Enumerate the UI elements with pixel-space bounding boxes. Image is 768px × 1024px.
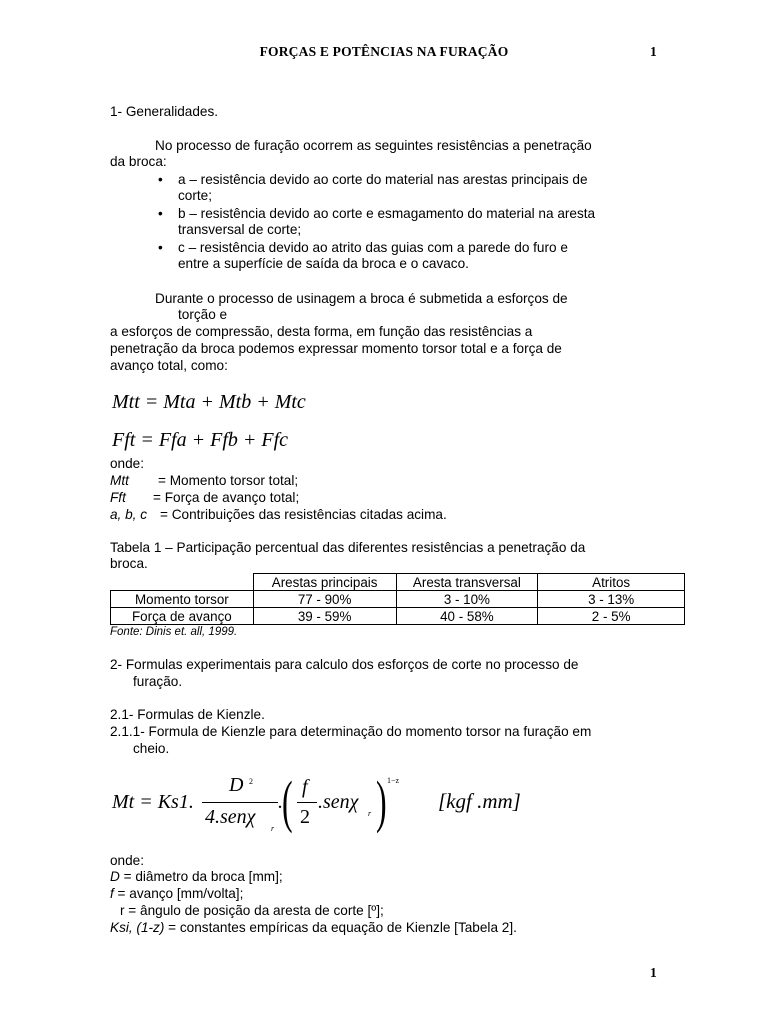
fraction-bar <box>297 802 317 803</box>
kienzle-exponent: 1−z <box>387 776 400 785</box>
para2-line4: penetração da broca podemos expressar momento torsor total e a força de <box>110 341 562 356</box>
def-symbol-abc: a, b, c <box>110 507 148 522</box>
table1-caption-line2: broca. <box>110 556 148 571</box>
section2-sub1: 2.1- Formulas de Kienzle. <box>110 707 265 722</box>
left-paren-icon: ( <box>282 769 293 834</box>
bullet-dot-icon: • <box>158 206 163 221</box>
bullet-c-line1: c – resistência devido ao atrito das guias com a parede do furo e <box>178 240 568 255</box>
para2-line5: avanço total, como: <box>110 358 228 373</box>
bullet-b-line1: b – resistência devido ao corte e esmagamento do material na aresta <box>178 206 596 221</box>
participation-table <box>110 573 685 625</box>
table-cell: 3 - 13% <box>538 591 685 608</box>
def2-symbol: D <box>110 869 120 884</box>
table1-caption-line1: Tabela 1 – Participação percentual das diferentes resistências a penetração da <box>110 540 586 555</box>
table-header-cell: Atritos <box>538 574 685 591</box>
kienzle-frac2-den: 2 <box>300 806 310 828</box>
table-header-row <box>111 574 685 591</box>
intro-line1: No processo de furação ocorrem as seguintes resistências a penetração <box>155 138 592 153</box>
def2-symbol: Ksi, (1-z) <box>110 920 165 935</box>
def-symbol-fft: Fft <box>110 490 126 505</box>
def-symbol-mtt: Mtt <box>110 473 129 488</box>
formula-mtt: Mtt = Mta + Mtb + Mtc <box>112 391 306 413</box>
para2-line3: a esforços de compressão, desta forma, em função das resistências a <box>110 324 533 339</box>
kienzle-lhs: Mt = Ks1. <box>112 791 194 813</box>
bullet-dot-icon: • <box>158 240 163 255</box>
def-text-mtt: = Momento torsor total; <box>158 473 299 488</box>
table-cell: Força de avanço <box>111 608 254 625</box>
kienzle-num1: D <box>229 774 244 796</box>
page-header-title: FORÇAS E POTÊNCIAS NA FURAÇÃO <box>259 44 509 59</box>
def2-symbol: f <box>110 886 114 901</box>
table-header-cell <box>111 574 254 591</box>
def2-text: = avanço [mm/volta]; <box>113 886 244 901</box>
kienzle-den1: 4.senχ <box>205 806 256 828</box>
bullet-dot-icon: • <box>158 172 163 187</box>
kienzle-num1-exp: 2 <box>249 777 253 786</box>
table-cell: Momento torsor <box>111 591 254 608</box>
table-header-cell: Arestas principais <box>253 574 396 591</box>
def2-row-f <box>110 886 243 903</box>
kienzle-dot: . <box>278 791 283 813</box>
para2-line1: Durante o processo de usinagem a broca é submetida a esforços de <box>155 291 568 306</box>
kienzle-after: .senχ <box>318 791 359 813</box>
table-cell: 2 - 5% <box>538 608 685 625</box>
def2-text: = constantes empíricas da equação de Kienzle [Tabela 2]. <box>164 920 517 935</box>
right-paren-icon: ) <box>376 769 387 834</box>
formula-fft: Fft = Ffa + Ffb + Ffc <box>112 429 289 451</box>
table-cell: 40 - 58% <box>396 608 538 625</box>
para2-line2: torção e <box>178 307 228 322</box>
section1-heading: 1- Generalidades. <box>110 104 219 119</box>
section2-line2: furação. <box>133 674 183 689</box>
footer-page-number: 1 <box>650 965 657 980</box>
def-text-abc: = Contribuições das resistências citadas acima. <box>160 507 447 522</box>
kienzle-unit: [kgf .mm] <box>438 789 521 813</box>
table-cell: 77 - 90% <box>253 591 396 608</box>
def2-row-ksi <box>110 920 517 937</box>
section2-sub2-line1: 2.1.1- Formula de Kienzle para determinação do momento torsor na furação em <box>110 724 592 739</box>
def-text-fft: = Força de avanço total; <box>153 490 300 505</box>
kienzle-den1-sub: r <box>271 824 275 833</box>
table-header-cell: Aresta transversal <box>396 574 538 591</box>
header-page-number: 1 <box>650 44 657 59</box>
section2-sub2-line2: cheio. <box>133 741 170 756</box>
bullet-a-line1: a – resistência devido ao corte do material nas arestas principais de <box>178 172 588 187</box>
fraction-bar <box>202 802 278 803</box>
def2-text: = diâmetro da broca [mm]; <box>119 869 283 884</box>
bullet-c-line2: entre a superfície de saída da broca e o cavaco. <box>178 256 469 271</box>
def2-row-r <box>120 903 384 920</box>
onde-label: onde: <box>110 456 145 471</box>
table1-source: Fonte: Dinis et. all, 1999. <box>110 626 238 638</box>
kienzle-after-sub: r <box>368 809 372 818</box>
kienzle-frac2-num: f <box>302 776 308 798</box>
def2-row-d <box>110 869 283 886</box>
def2-text: r = ângulo de posição da aresta de corte [º]; <box>120 903 384 918</box>
table-row <box>111 608 685 625</box>
bullet-b-line2: transversal de corte; <box>178 222 302 237</box>
table-cell: 3 - 10% <box>396 591 538 608</box>
table-row <box>111 591 685 608</box>
table-cell: 39 - 59% <box>253 608 396 625</box>
bullet-a-line2: corte; <box>178 188 212 203</box>
onde-label-2: onde: <box>110 853 145 868</box>
section2-line1: 2- Formulas experimentais para calculo dos esforços de corte no processo de <box>110 657 579 672</box>
intro-line2: da broca: <box>110 154 167 169</box>
